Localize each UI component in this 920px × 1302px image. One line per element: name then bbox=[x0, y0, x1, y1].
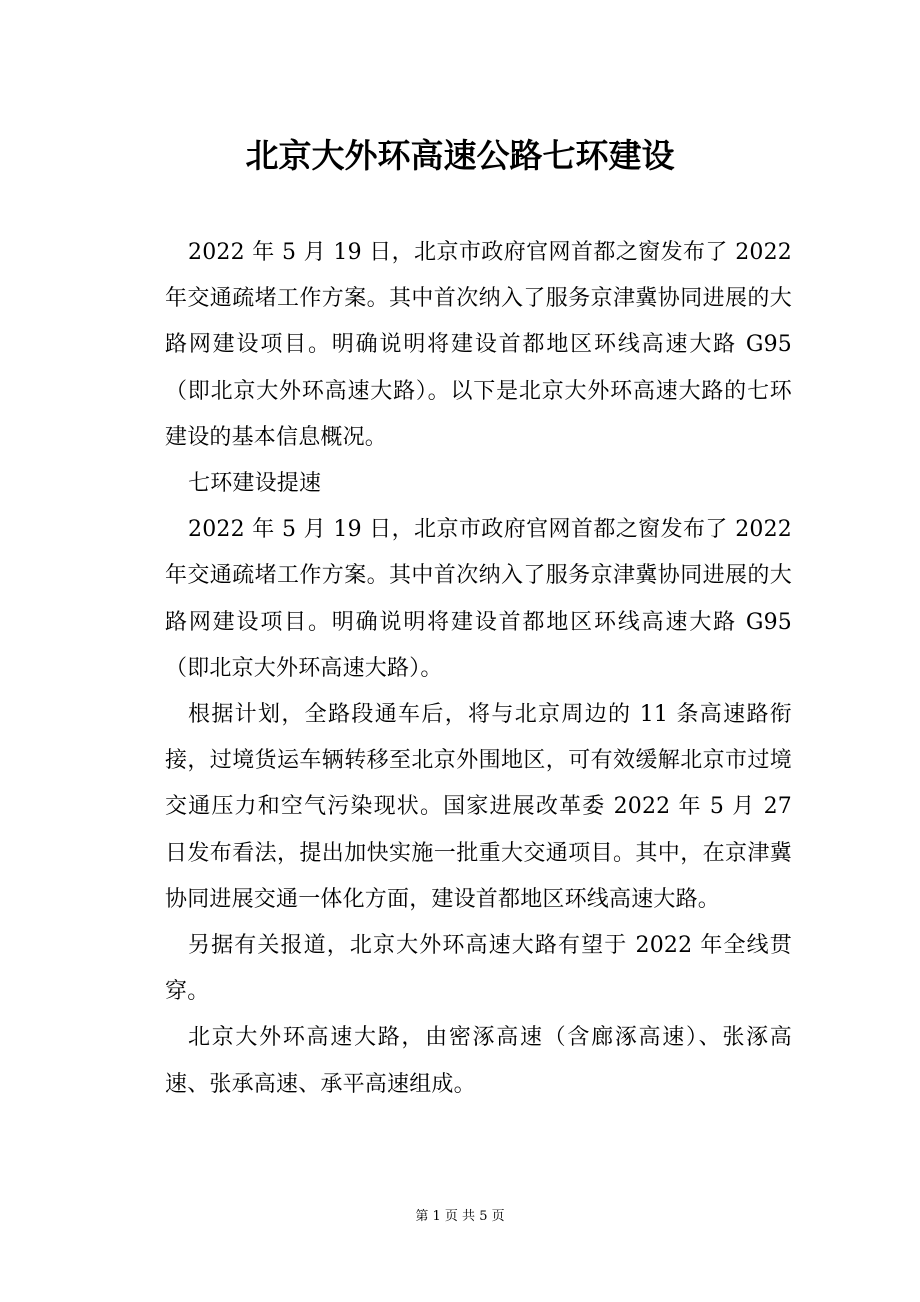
paragraph-intro: 2022 年 5 月 19 日，北京市政府官网首都之窗发布了 2022 年交通疏堵工作方案。其中首次纳入了服务京津冀协同进展的大路网建设项目。明确说明将建设首都地区环线高速大路 G95（即北京大外环高速大路）。以下是北京大外环高速大路的七环建设的基本信息概况。 bbox=[165, 240, 792, 450]
paragraph-section-heading: 七环建设提速 bbox=[188, 471, 322, 497]
paragraph-plan: 根据计划，全路段通车后，将与北京周边的 11 条高速路衔接，过境货运车辆转移至北京外围地区，可有效缓解北京市过境交通压力和空气污染现状。国家进展改革委 2022 年 5 月 27 日发布看法，提出加快实施一批重大交通项目。其中，在京津冀协同进展交通一体化方面，建设首都地区环线高速大路。 bbox=[165, 702, 792, 912]
paragraph-composition: 北京大外环高速大路，由密涿高速（含廊涿高速）、张涿高速、张承高速、承平高速组成。 bbox=[165, 1025, 792, 1097]
paragraph-report: 另据有关报道，北京大外环高速大路有望于 2022 年全线贯穿。 bbox=[165, 933, 792, 1005]
paragraph-announcement: 2022 年 5 月 19 日，北京市政府官网首都之窗发布了 2022 年交通疏堵工作方案。其中首次纳入了服务京津冀协同进展的大路网建设项目。明确说明将建设首都地区环线高速大路 G95（即北京大外环高速大路）。 bbox=[165, 517, 792, 681]
document-body bbox=[165, 230, 792, 1108]
page-number-footer: 第 1 页 共 5 页 bbox=[415, 1209, 505, 1224]
document-title: 北京大外环高速公路七环建设 bbox=[245, 136, 675, 175]
